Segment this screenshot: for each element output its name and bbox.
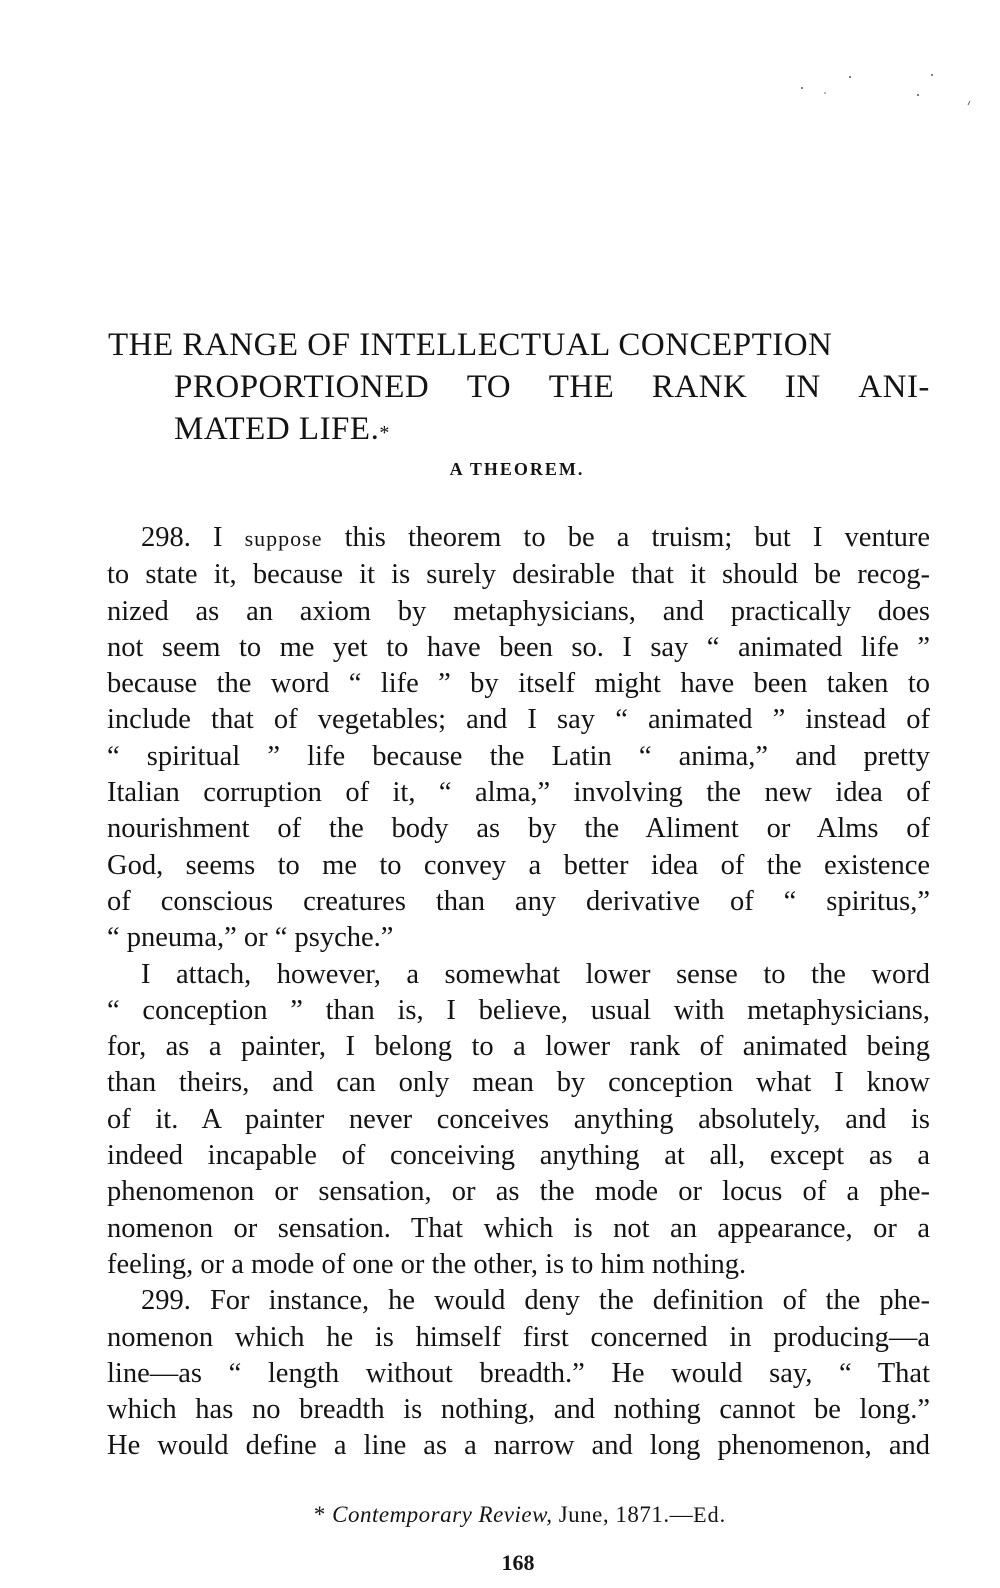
section-subtitle: A THEOREM.	[449, 459, 585, 479]
page-number: 168	[501, 1550, 535, 1575]
footnote	[0, 1502, 1000, 1528]
paragraph-attach	[107, 957, 930, 1284]
text-line: because the word “ life ” by itself might have been taken to	[107, 668, 930, 700]
paragraph-number: 298.	[141, 522, 191, 553]
title-word: IN	[784, 369, 821, 405]
text-line: which has no breadth is nothing, and nothing cannot be long.”	[107, 1394, 930, 1426]
text-line: indeed incapable of conceiving anything at all, except as a	[107, 1140, 930, 1172]
title-word: THE	[548, 369, 615, 405]
title-word: RANK	[651, 369, 748, 405]
text-line: line—as “ length without breadth.” He would say, “ That	[107, 1357, 930, 1389]
title-word: PROPORTIONED	[174, 369, 430, 405]
footnote-editor: Ed.	[693, 1502, 727, 1527]
paragraph-299	[107, 1283, 930, 1464]
text-line: nomenon or sensation. That which is not an appearance, or a	[107, 1212, 930, 1244]
paragraph-298	[107, 520, 930, 957]
text-line: 298. I suppose this theorem to be a truism; but I venture	[141, 522, 930, 553]
text-line: “ spiritual ” life because the Latin “ anima,” and pretty	[107, 740, 930, 772]
text-line: feeling, or a mode of one or the other, is to him nothing.	[107, 1248, 747, 1280]
title-line-3	[108, 408, 930, 450]
text-line: include that of vegetables; and I say “ animated ” instead of	[107, 704, 930, 736]
text-line: Italian corruption of it, “ alma,” involving the new idea of	[107, 777, 930, 809]
text-line: nourishment of the body as by the Aliment or Alms of	[107, 813, 930, 845]
text-line: 299. For instance, he would deny the definition of the phe-	[141, 1285, 930, 1317]
title-word: ANI-	[858, 369, 930, 405]
text-line: “ pneuma,” or “ psyche.”	[107, 922, 394, 954]
text-line: nized as an axiom by metaphysicians, and practically does	[107, 595, 930, 627]
footnote-date: June, 1871.—	[558, 1502, 694, 1527]
text-line: of conscious creatures than any derivative of “ spiritus,”	[107, 885, 930, 917]
text-line: phenomenon or sensation, or as the mode or locus of a phe-	[107, 1176, 930, 1208]
text-line: “ conception ” than is, I believe, usual with metaphysicians,	[107, 994, 930, 1026]
text-line: to state it, because it is surely desirable that it should be recog-	[107, 559, 930, 591]
text-line: nomenon which he is himself first concerned in producing—a	[107, 1321, 930, 1353]
text-line: He would define a line as a narrow and long phenomenon, and	[107, 1430, 930, 1462]
text-line: God, seems to me to convey a better idea of the existence	[107, 849, 930, 881]
article-title	[108, 324, 930, 450]
text-line: for, as a painter, I belong to a lower rank of animated being	[107, 1031, 930, 1063]
text-line: of it. A painter never conceives anything absolutely, and is	[107, 1103, 930, 1135]
footnote-marker: *	[379, 422, 390, 444]
lead-smallcaps: suppose	[244, 526, 323, 551]
footnote-source: Contemporary Review,	[332, 1502, 553, 1527]
title-line-1: THE RANGE OF INTELLECTUAL CONCEPTION	[108, 327, 833, 363]
title-line-3-text: MATED LIFE.	[174, 411, 380, 447]
title-word: TO	[466, 369, 512, 405]
footnote-marker: *	[313, 1502, 326, 1527]
title-line-2	[108, 366, 930, 408]
lead-word-i: I	[213, 522, 223, 553]
text-line: I attach, however, a somewhat lower sense to the word	[141, 958, 930, 990]
text-line: not seem to me yet to have been so. I say “ animated life ”	[107, 631, 930, 663]
paper-specks	[780, 60, 1000, 140]
body-text	[107, 520, 930, 1465]
text-line: than theirs, and can only mean by conception what I know	[107, 1067, 930, 1099]
